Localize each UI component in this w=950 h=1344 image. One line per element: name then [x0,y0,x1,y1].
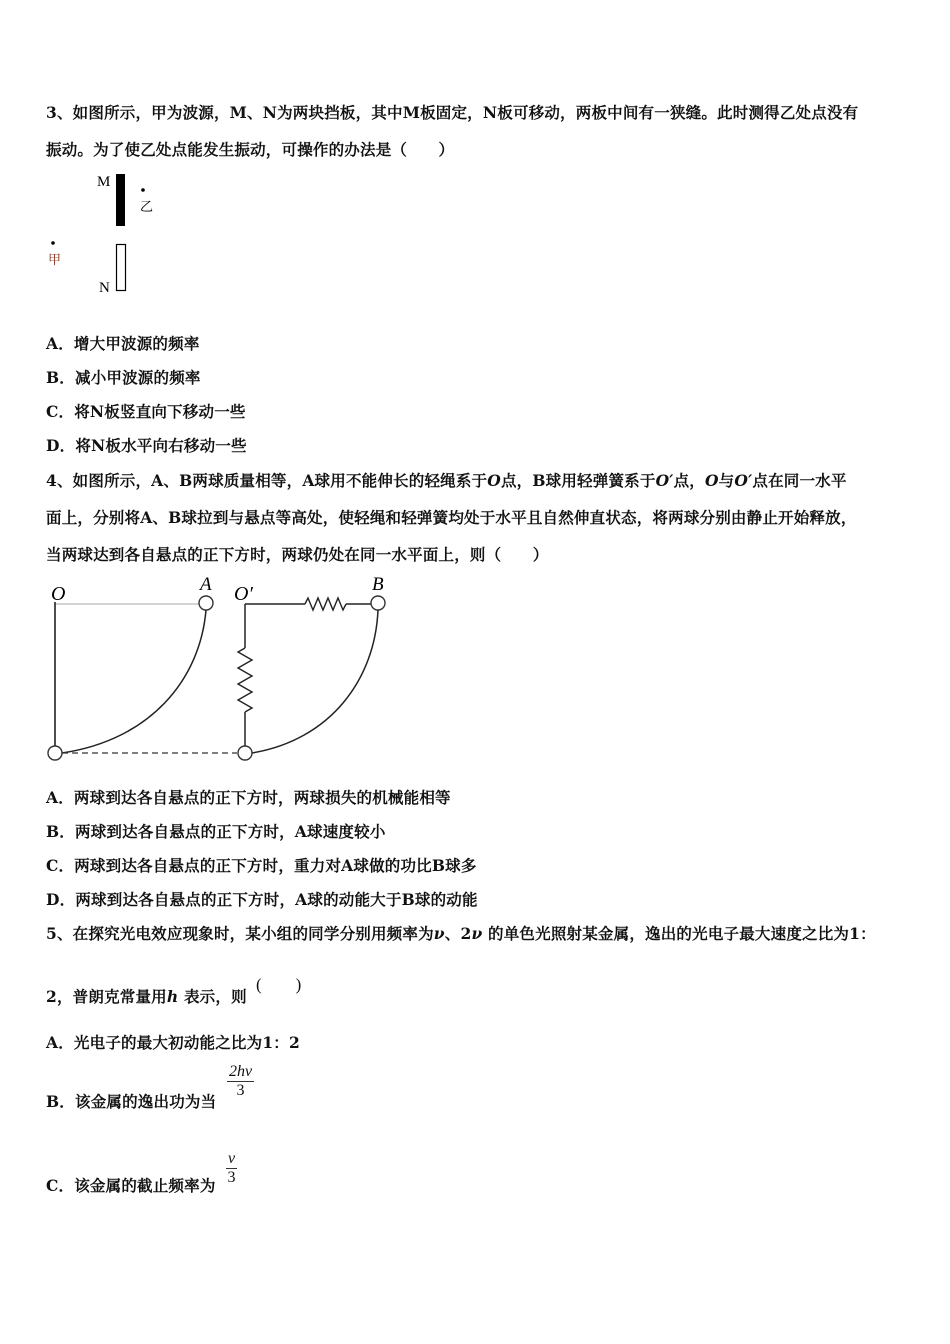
q5-option-c-fraction [226,1150,237,1187]
q3-figure [40,168,170,298]
point-jia [51,241,55,245]
label-jia: 甲 [48,252,62,267]
fraction-denominator: 3 [227,1169,236,1186]
spring-vertical [238,648,252,712]
q3-stem-line2: 振动。为了使乙处点能发生振动，可操作的办法是（ ） [46,140,455,159]
ball-a-bottom [48,746,62,760]
q5-option-a: A．光电子的最大初动能之比为1：2 [46,1033,300,1052]
label-o-prime: O′ [234,583,253,605]
arc-a [62,610,206,753]
q4-option-c: C．两球到达各自悬点的正下方时，重力对A球做的功比B球多 [46,856,477,875]
q4-stem-line2: 面上，分别将A、B球拉到与悬点等高处，使轻绳和轻弹簧均处于水平且自然伸直状态，将两球分别由静止开始释放， [46,508,857,527]
ball-b-start [371,596,385,610]
arc-b [252,610,378,753]
q4-option-b: B．两球到达各自悬点的正下方时，A球速度较小 [46,822,386,841]
label-b: B [372,574,384,595]
spring-horizontal [305,598,346,610]
plate-n [117,245,126,291]
q5-option-b-fraction [227,1063,254,1100]
q3-option-d: D．将N板水平向右移动一些 [46,436,247,455]
q3-option-c: C．将N板竖直向下移动一些 [46,402,246,421]
q5-option-b: B．该金属的逸出功为当 [46,1092,217,1111]
fraction-numerator: 2hν [229,1063,253,1080]
q4-option-a: A．两球到达各自悬点的正下方时，两球损失的机械能相等 [46,788,451,807]
label-a: A [200,574,212,595]
ball-b-bottom [238,746,252,760]
q5-option-c: C．该金属的截止频率为 [46,1176,216,1195]
q5-answer-paren: ( ) [256,975,302,994]
q3-stem-line1: 3、如图所示，甲为波源，M、N为两块挡板，其中M板固定，N板可移动，两板中间有一狭缝。此时测得乙处点没有 [46,103,859,122]
label-o: O [51,583,66,605]
ball-a-start [199,596,213,610]
point-yi [141,188,145,192]
q4-figure [40,570,400,770]
q4-stem-line1: 4、如图所示，A、B两球质量相等，A球用不能伸长的轻绳系于O点，B球用轻弹簧系于O′点，O与O′点在同一水平 [46,471,847,490]
fraction-numerator: ν [228,1150,236,1167]
label-n: N [99,280,110,296]
plate-m [116,174,125,226]
q4-stem-line3: 当两球达到各自悬点的正下方时，两球仍处在同一水平面上，则（ ） [46,545,549,564]
q3-option-b: B．减小甲波源的频率 [46,368,201,387]
label-yi: 乙 [140,199,154,214]
q5-stem-line2: 2，普朗克常量用h 表示，则 [46,987,247,1006]
q4-option-d: D．两球到达各自悬点的正下方时，A球的动能大于B球的动能 [46,890,478,909]
label-m: M [97,174,111,190]
q5-stem-line1: 5、在探究光电效应现象时，某小组的同学分别用频率为ν、2ν 的单色光照射某金属，逸出的光电子最大速度之比为1： [46,924,876,943]
q3-option-a: A．增大甲波源的频率 [46,334,200,353]
fraction-denominator: 3 [236,1082,245,1099]
